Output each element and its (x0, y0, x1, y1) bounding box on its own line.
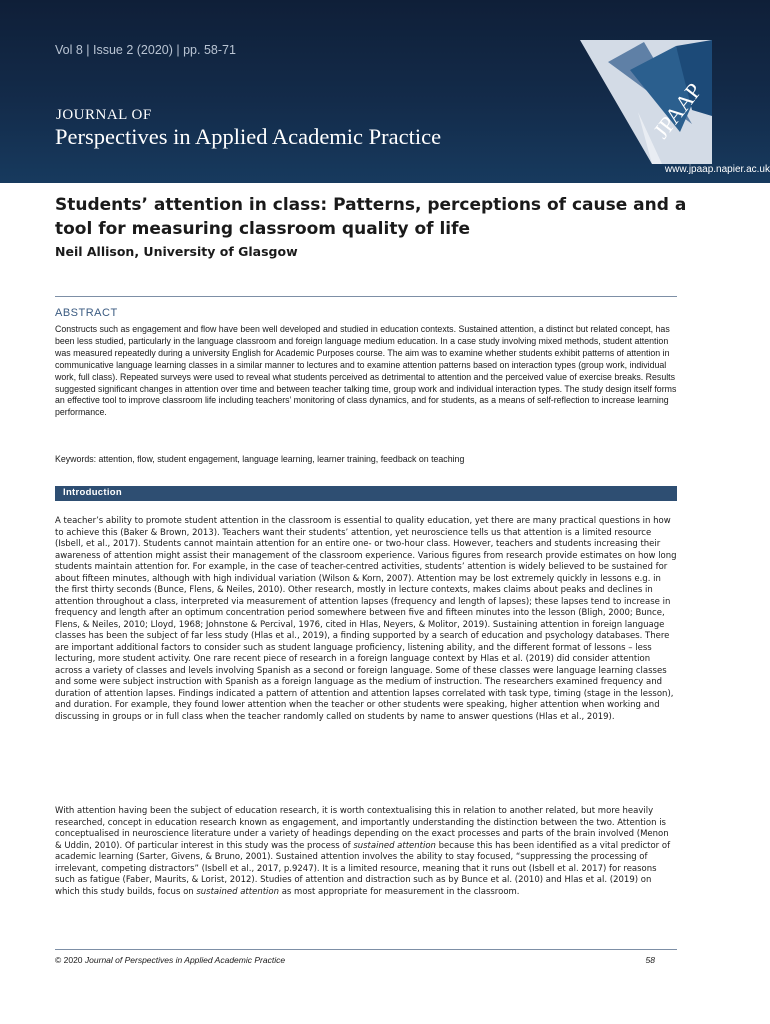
journal-of-label: JOURNAL OF (56, 107, 152, 123)
journal-header-banner (0, 0, 770, 183)
keywords-line: Keywords: attention, flow, student engagement, language learning, learner training, feedback on teaching (55, 454, 465, 464)
section-heading-bar (55, 486, 677, 501)
article-title: Students’ attention in class: Patterns, perceptions of cause and a tool for measuring classroom quality of life (55, 195, 687, 239)
journal-url[interactable]: www.jpaap.napier.ac.uk (664, 164, 770, 175)
intro-paragraph-2 (55, 806, 677, 898)
intro-paragraph-1: A teacher’s ability to promote student attention in the classroom is essential to quality education, yet there are many practical questions in how to achieve this (Baker & Brown, 2013). Teachers want their students’ attention, yet neuroscience tells us that attention is a limited resource (Isbell, et al., 2017). Students cannot maintain attention for an entire one- or two-hour class. However, teachers and students increasing their awareness of attention might assist their management of the classroom experience. Various figures from research provide estimates on how long students maintain attention for. For example, in the case of teacher-centred activities, students’ attention is widely believed to be sustained for about fifteen minutes, although with high individual variation (Wilson & Korn, 2007). Attention may be lost extremely quickly in lessons e.g. in the first thirty seconds (Bunce, Flens, & Neiles, 2010). Other research, mostly in lecture contexts, makes claims about peaks and declines in attention throughout a class, interpreted via measurement of attention lapses (frequency and length of lapses); these lapses tend to increase in frequency and length after an optimum concentration period somewhere between five and fifteen minutes into the lesson (Bligh, 2000; Bunce, Flens, & Neiles, 2010; Lloyd, 1968; Johnstone & Percival, 1976, cited in Hlas, Neyers, & Molitor, 2019). Sustaining attention in foreign language classes has been the subject of far less study (Hlas et al., 2019), a finding supported by a search of education and psychology databases. There are important additional factors to consider such as student language proficiency, listening ability, and the different format of lessons – less lecturing, more student activity. One rare recent piece of research in a foreign language context by Hlas et al. (2019) did consider attention across a variety of classes and levels involving Spanish as a second or foreign language. Some of these classes were language learning classes and some were subject instruction with Spanish as a foreign language as the medium of instruction. The researchers examined frequency and duration of attention lapses. Findings indicated a pattern of attention and attention lapses correlated with task type, timing (stage in the lesson), and duration. For example, they found lower attention when the teacher or other students were speaking, higher attention when working and discussing in groups or in full class when the teacher randomly called on students by name to answer questions (Hlas et al., 2019). (55, 516, 677, 722)
divider (55, 296, 677, 297)
abstract-heading: ABSTRACT (55, 307, 118, 319)
paragraph-text: as most appropriate for measurement in the classroom. (279, 886, 520, 897)
section-heading-introduction: Introduction (63, 487, 123, 498)
footer-divider (55, 949, 677, 950)
copyright-journal: Journal of Perspectives in Applied Academic Practice (84, 955, 286, 965)
article-author: Neil Allison, University of Glasgow (55, 244, 298, 259)
abstract-text: Constructs such as engagement and flow have been well developed and studied in education contexts. Sustained attention, a distinct but related concept, has been less studied, particularly in the language classroom and foreign language medium education. In a case study involving mixed methods, student attention was measured repeatedly during a university English for Academic Purposes course. The aim was to examine whether students exhibit patterns of attention in communicative language learning classes in a similar manner to lectures and to examine attention patterns based on interaction types (group work, individual work, full class). Repeated surveys were used to reveal what students perceived as detrimental to attention and the perceived value of exercise breaks. Results suggested significant changes in attention over time and between teacher talking time, group work and individual interaction types. The study design itself forms an effective tool to improve classroom life including teachers’ monitoring of class dynamics, and for students, as a means of self-reflection to increase learning performance. (55, 324, 677, 418)
emphasis-text: sustained attention (196, 886, 279, 897)
emphasis-text: sustained attention (353, 840, 436, 851)
journal-name: Perspectives in Applied Academic Practice (55, 124, 442, 149)
paragraph-text: because this has been identified as a vital predictor of academic learning (Sarter, Givens, & Bruno, 2001). Sustained attention involves the ability to stay focused, “suppressing the processing of irrelevant, competing distractors” (Isbell et al., 2017, p.9247). It is a limited resource, meaning that it runs out (Isbell et al. 2017) for reasons such as fatigue (Faber, Maurits, & Lorist, 2012). Studies of attention and distraction such as by Bunce et al. (2010) and Hlas et al. (2019) on which this study builds, focus on (55, 840, 671, 897)
jpaap-logo-icon (580, 40, 712, 164)
paragraph-text: With attention having been the subject of education research, it is worth contextualising this in relation to another related, but more heavily researched, concept in education research known as engagement, and importantly understanding the distinction between the two. Attention is conceptualised in neuroscience literature under a variety of headings depending on the exact processes and parts of the brain involved (Menon & Uddin, 2010). Of particular interest in this study was the process of (55, 806, 669, 851)
footer-copyright (55, 955, 285, 965)
volume-issue-line: Vol 8 | Issue 2 (2020) | pp. 58-71 (55, 43, 236, 57)
page-number: 58 (645, 955, 655, 965)
logo-text: JPAAP (648, 78, 707, 144)
copyright-prefix: © 2020 (55, 955, 85, 965)
